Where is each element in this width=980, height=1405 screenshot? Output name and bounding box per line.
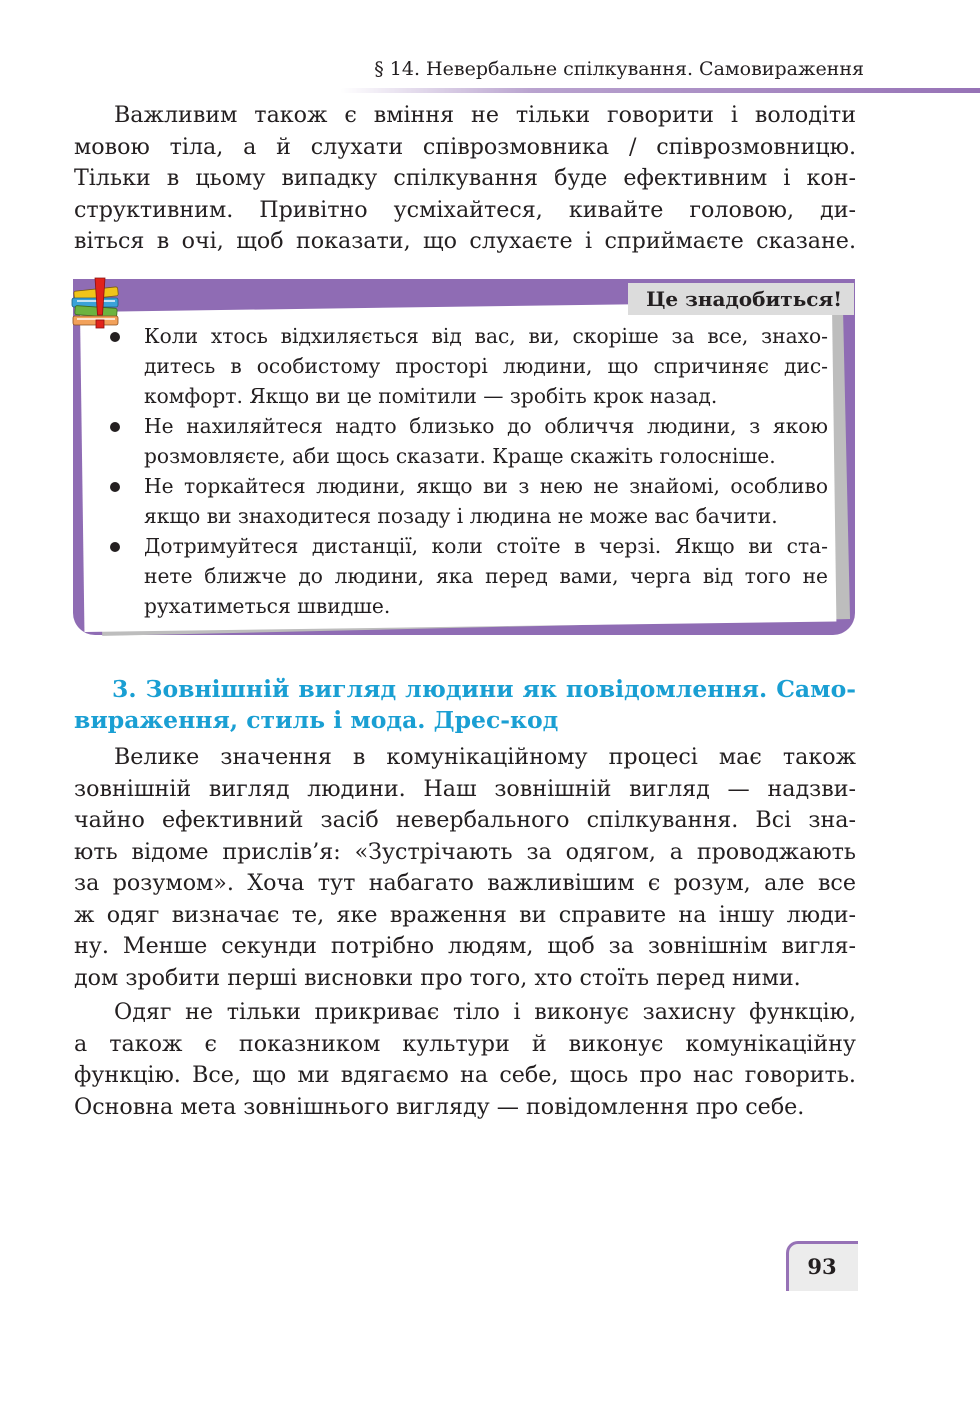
bullet-icon	[110, 542, 120, 552]
section-heading	[74, 674, 856, 736]
heading-line: 3. Зовнішній вигляд людини як повідомлення. Само-	[112, 675, 856, 703]
heading-line: вираження, стиль і мода. Дрес-код	[74, 706, 559, 734]
text-line: за розумом». Хоча тут набагато важливішим є розум, але все	[74, 870, 856, 896]
text-line: ють відоме прислів’я: «Зустрічають за одягом, а проводжають	[74, 838, 856, 865]
text-line: Велике значення в комунікаційному процесі має також	[114, 744, 856, 770]
intro-paragraph	[74, 100, 856, 258]
text-line: віться в очі, щоб показати, що слухаєте і сприймаєте сказане.	[74, 228, 856, 254]
bullet-icon	[110, 332, 120, 342]
text-line: ж одяг визначає те, яке враження ви справите на іншу люди-	[74, 901, 856, 928]
text-line: дом зробити перші висновки про того, хто стоїть перед ними.	[74, 964, 801, 991]
list-item	[104, 471, 828, 531]
list-item	[104, 531, 828, 621]
list-item	[104, 321, 828, 411]
text-line: Не торкайтеся людини, якщо ви з нею не знайомі, особливо	[144, 474, 828, 498]
text-line: а також є показником культури й виконує комунікаційну	[74, 1030, 856, 1057]
page-number: 93	[807, 1254, 837, 1279]
text-line: рухатиметься швидше.	[144, 594, 391, 618]
section-paragraph-1	[74, 742, 856, 994]
header-rule	[340, 88, 980, 93]
text-line: дитесь в особистому просторі людини, що спричиняє дис-	[144, 354, 828, 378]
callout-tips-list	[104, 321, 828, 621]
text-line: функцію. Все, що ми вдягаємо на себе, щось про нас говорить.	[74, 1062, 856, 1088]
text-line: ну. Менше секунди потрібно людям, щоб за зовнішнім вигля-	[74, 933, 856, 959]
text-line: чайно ефективний засіб невербального спілкування. Всі зна-	[74, 807, 856, 833]
text-line: Тільки в цьому випадку спілкування буде ефективним і кон-	[74, 165, 856, 191]
text-line: структивним. Привітно усміхайтеся, кивайте головою, ди-	[74, 196, 856, 223]
list-item	[104, 411, 828, 471]
text-line: якщо ви знаходитеся позаду і людина не може вас бачити.	[144, 504, 778, 528]
text-line: Важливим також є вміння не тільки говорити і володіти	[114, 102, 856, 128]
text-line: Одяг не тільки прикриває тіло і виконує захисну функцію,	[114, 999, 856, 1025]
text-line: нете ближче до людини, яка перед вами, черга від того не	[144, 564, 828, 588]
bullet-icon	[110, 422, 120, 432]
text-line: Не нахиляйтеся надто близько до обличчя людини, з якою	[144, 414, 828, 438]
text-line: розмовляєте, аби щось сказати. Краще скажіть голосніше.	[144, 444, 776, 468]
text-line: зовнішній вигляд людини. Наш зовнішній вигляд — надзви-	[74, 775, 856, 802]
text-line: комфорт. Якщо ви це помітили — зробіть крок назад.	[144, 384, 718, 408]
running-header: § 14. Невербальне спілкування. Самовираження	[374, 58, 864, 80]
bullet-icon	[110, 482, 120, 492]
section-paragraph-2	[74, 997, 856, 1123]
text-line: Дотримуйтеся дистанції, коли стоїте в черзі. Якщо ви ста-	[144, 534, 828, 558]
text-line: Коли хтось відхиляється від вас, ви, скоріше за все, знахо-	[144, 324, 828, 348]
text-line: Основна мета зовнішнього вигляду — повідомлення про себе.	[74, 1093, 805, 1120]
text-line: мовою тіла, а й слухати співрозмовника / співрозмовницю.	[74, 133, 856, 160]
callout-tag: Це знадобиться!	[646, 287, 842, 311]
